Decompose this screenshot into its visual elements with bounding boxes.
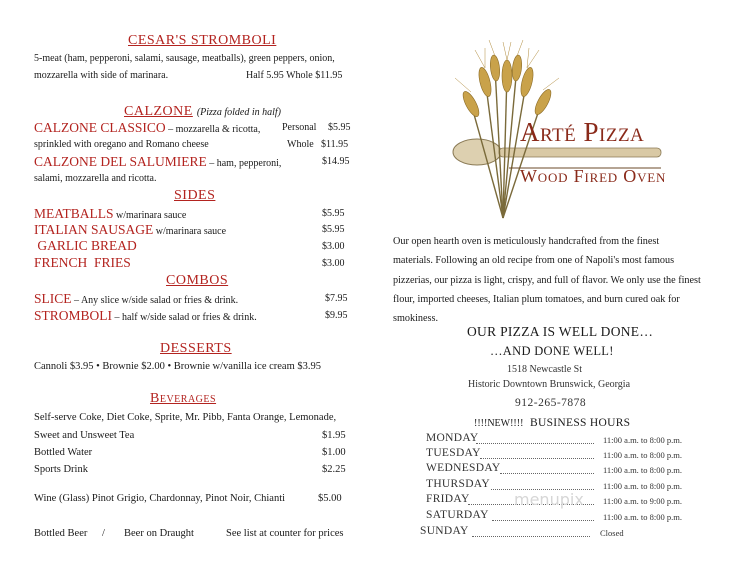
hours-day-friday: FRIDAY	[426, 493, 470, 505]
beer-note: See list at counter for prices	[226, 528, 344, 539]
beverage-item-name: Sweet and Unsweet Tea	[34, 430, 135, 441]
calzone-classico-row	[34, 119, 260, 137]
combo-item-desc: – half w/side salad or fries & drink.	[112, 312, 257, 323]
about-paragraph	[393, 232, 701, 328]
hours-time-sunday: Closed	[600, 528, 624, 538]
combo-item-stromboli	[34, 307, 257, 325]
calzone-heading	[124, 102, 281, 120]
hours-time-wednesday: 11:00 a.m. to 8:00 p.m.	[603, 465, 683, 475]
address-line-2: Historic Downtown Brunswick, Georgia	[468, 379, 631, 390]
address-line-1: 1518 Newcastle St	[507, 364, 582, 375]
hours-leader	[472, 536, 590, 537]
hours-new-badge: !!!!NEW!!!!	[474, 418, 524, 429]
slogan-line-1: OUR PIZZA IS WELL DONE…	[467, 324, 654, 339]
hours-time-monday: 11:00 a.m. to 8:00 p.m.	[603, 435, 683, 445]
calzone-salumiere-desc-2: salami, mozzarella and ricotta.	[34, 173, 157, 184]
hours-leader	[500, 473, 594, 474]
side-item-garlic-bread: GARLIC BREAD	[34, 238, 137, 253]
combos-heading: COMBOS	[166, 273, 229, 288]
calzone-classico-size-whole: Whole	[287, 139, 314, 150]
combo-item-price: $7.95	[325, 293, 348, 304]
hours-time-thursday: 11:00 a.m. to 8:00 p.m.	[603, 481, 683, 491]
beverages-heading: Beverages	[150, 391, 217, 406]
combo-item-name: SLICE	[34, 291, 72, 306]
beverage-item-price: $2.25	[322, 464, 346, 475]
side-item-sausage	[34, 221, 226, 239]
desserts-line: Cannoli $3.95 • Brownie $2.00 • Brownie w/vanilla ice cream $3.95	[34, 361, 322, 372]
hours-leader	[492, 520, 594, 521]
hours-leader	[480, 458, 594, 459]
hours-title: BUSINESS HOURS	[530, 417, 631, 429]
combo-item-desc: – Any slice w/side salad or fries & drink.	[71, 295, 239, 306]
wine-line: Wine (Glass) Pinot Grigio, Chardonnay, Pinot Noir, Chianti	[34, 493, 286, 504]
about-line: flour, imported cheeses, Italian plum tomatoes, and burn cured oak for	[393, 293, 680, 305]
calzone-salumiere-name: CALZONE DEL SALUMIERE	[34, 154, 207, 169]
side-item-price: $5.95	[322, 224, 345, 235]
calzone-subtitle: (Pizza folded in half)	[196, 107, 281, 118]
slogan-line-2: …AND DONE WELL!	[490, 344, 614, 358]
calzone-salumiere-price: $14.95	[322, 156, 350, 167]
beverage-item-name: Sports Drink	[34, 464, 88, 475]
beer-bottled: Bottled Beer	[34, 528, 88, 539]
stromboli-desc-1: 5-meat (ham, pepperoni, salami, sausage, meatballs), green peppers, onion,	[34, 53, 335, 64]
stromboli-price: Half 5.95 Whole $11.95	[246, 70, 343, 81]
about-line: pizzerias, our pizza is light, crispy, and full of flavor. We only use the finest	[393, 274, 701, 286]
beverages-line-1: Self-serve Coke, Diet Coke, Sprite, Mr. Pibb, Fanta Orange, Lemonade,	[34, 412, 337, 423]
calzone-title: CALZONE	[124, 104, 193, 119]
desserts-heading: DESSERTS	[160, 341, 232, 356]
side-item-desc: w/marinara sauce	[113, 210, 187, 221]
combo-item-slice	[34, 290, 238, 308]
stromboli-heading: CESAR'S STROMBOLI	[128, 33, 277, 48]
combo-item-price: $9.95	[325, 310, 348, 321]
hours-day-monday: MONDAY	[426, 432, 479, 444]
side-item-price: $5.95	[322, 208, 345, 219]
calzone-classico-size-personal: Personal	[282, 122, 317, 133]
hours-time-saturday: 11:00 a.m. to 8:00 p.m.	[603, 512, 683, 522]
hours-leader	[476, 443, 594, 444]
calzone-classico-desc: – mozzarella & ricotta,	[165, 124, 261, 135]
calzone-classico-price-whole: $11.95	[321, 139, 349, 150]
beer-draught: Beer on Draught	[124, 528, 194, 539]
combo-item-name: STROMBOLI	[34, 308, 113, 323]
side-item-name: MEATBALLS	[34, 206, 114, 221]
beverage-item-price: $1.00	[322, 447, 346, 458]
stromboli-desc-2: mozzarella with side of marinara.	[34, 70, 169, 81]
about-line: materials. Following an old recipe from one of Napoli's most famous	[393, 255, 675, 267]
side-item-price: $3.00	[322, 258, 345, 269]
sides-heading: SIDES	[174, 188, 216, 203]
hours-day-sunday: SUNDAY	[420, 525, 469, 537]
hours-day-saturday: SATURDAY	[426, 509, 489, 521]
calzone-salumiere-desc: – ham, pepperoni,	[206, 158, 282, 169]
hours-time-tuesday: 11:00 a.m. to 8:00 p.m.	[603, 450, 683, 460]
side-item-french-fries: FRENCH FRIES	[34, 255, 131, 270]
phone-number: 912-265-7878	[515, 397, 587, 409]
hours-day-tuesday: TUESDAY	[426, 447, 481, 459]
calzone-classico-desc-2: sprinkled with oregano and Romano cheese	[34, 139, 209, 150]
wine-price: $5.00	[318, 493, 342, 504]
about-line: Our open hearth oven is meticulously handcrafted from the finest	[393, 236, 660, 247]
beverage-item-name: Bottled Water	[34, 447, 93, 458]
beer-separator: /	[102, 528, 105, 539]
hours-day-thursday: THURSDAY	[426, 478, 490, 490]
calzone-salumiere-row	[34, 153, 281, 171]
side-item-name: ITALIAN SAUSAGE	[34, 222, 154, 237]
watermark-text: menupix	[514, 490, 584, 509]
side-item-price: $3.00	[322, 241, 345, 252]
brand-tagline: Wood Fired Oven	[520, 166, 667, 186]
calzone-classico-price-personal: $5.95	[328, 122, 351, 133]
about-line: smokiness.	[393, 313, 438, 325]
hours-day-wednesday: WEDNESDAY	[426, 462, 501, 474]
calzone-classico-name: CALZONE CLASSICO	[34, 120, 166, 135]
hours-time-friday: 11:00 a.m. to 9:00 p.m.	[603, 496, 683, 506]
side-item-desc: w/marinara sauce	[153, 226, 227, 237]
beverage-item-price: $1.95	[322, 430, 346, 441]
brand-name: Arté Pizza	[520, 117, 645, 147]
